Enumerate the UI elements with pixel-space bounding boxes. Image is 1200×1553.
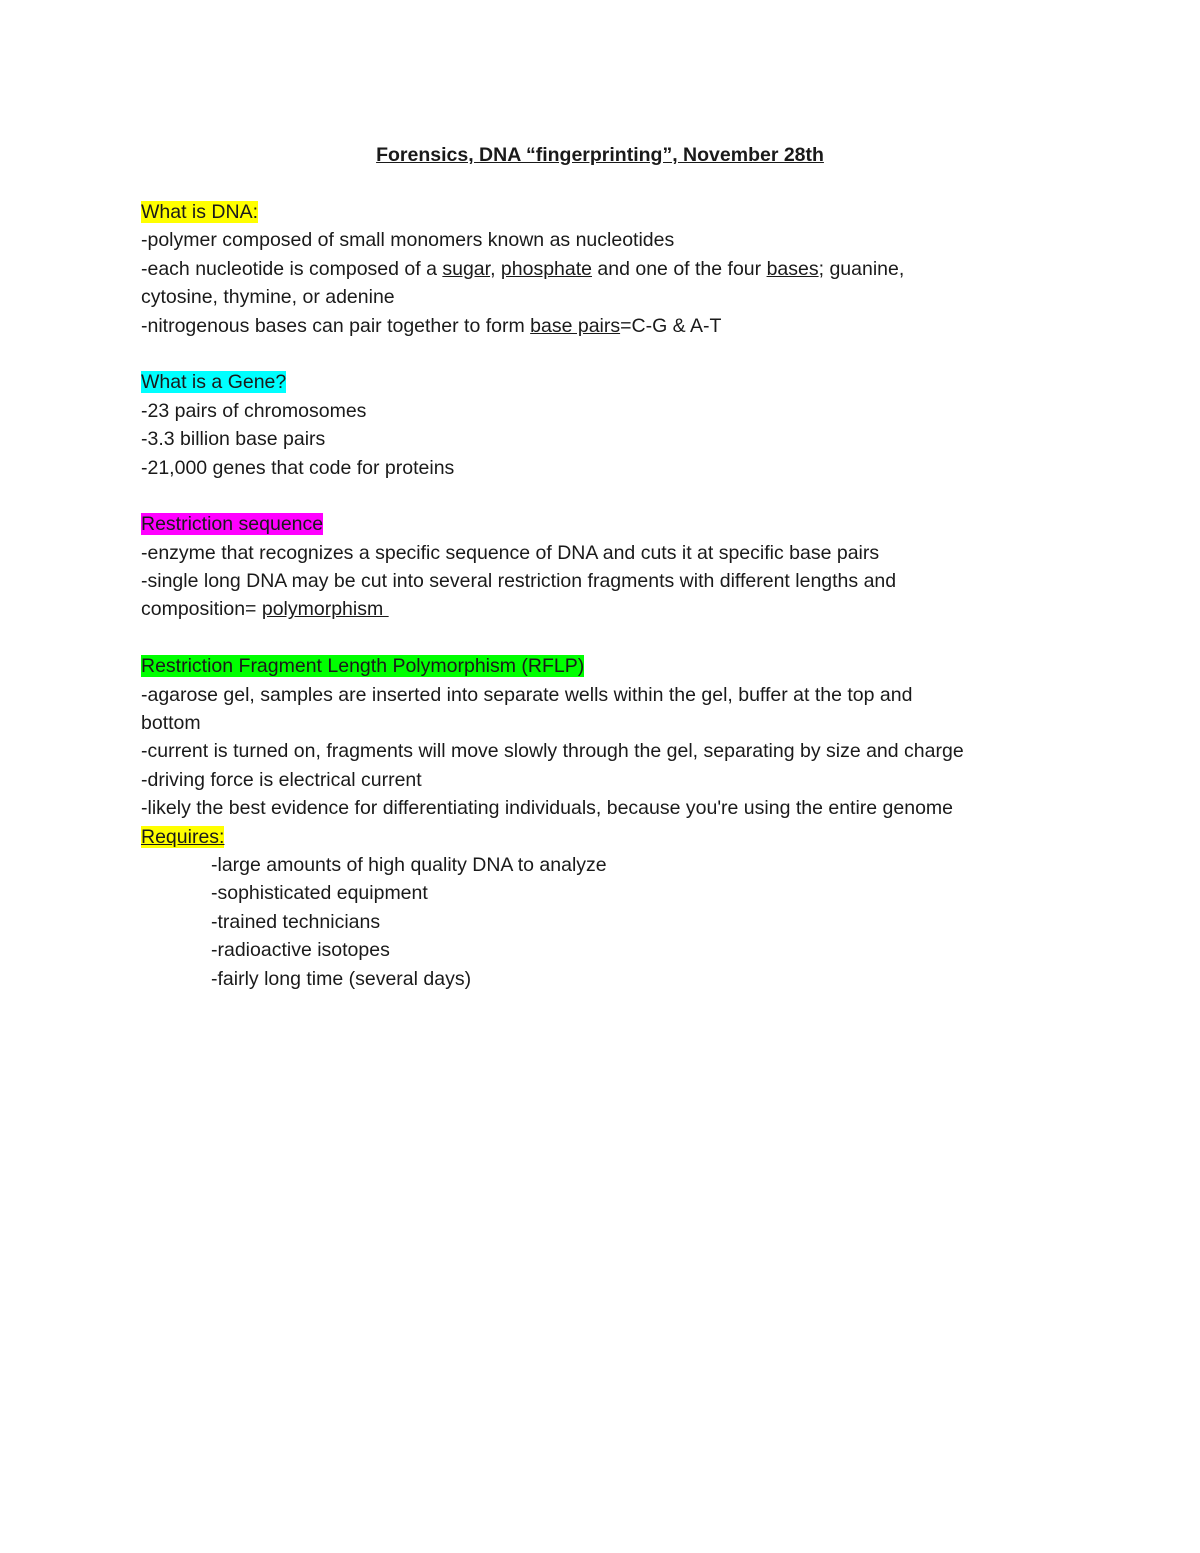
dna-line-2-text-a: -each nucleotide is composed of a — [141, 257, 443, 280]
requires-label-line — [141, 823, 1071, 851]
dna-line-2-comma: , — [490, 257, 501, 280]
requirement-item: -fairly long time (several days) — [211, 967, 472, 990]
gene-line-2: -3.3 billion base pairs — [141, 428, 326, 451]
dna-line-4-text-b: =C-G & A-T — [620, 314, 722, 337]
dna-heading-line — [141, 198, 1071, 226]
dna-line-4 — [141, 312, 1071, 340]
rflp-line-3: -current is turned on, fragments will move slowly through the gel, separating by size and charge — [141, 740, 964, 763]
term-phosphate: phosphate — [500, 257, 592, 280]
spacer — [141, 624, 1071, 652]
dna-line-3: cytosine, thymine, or adenine — [141, 286, 395, 309]
rflp-heading-line — [141, 652, 1071, 680]
restriction-line-3-text: composition= — [141, 598, 262, 621]
dna-line-4-text-a: -nitrogenous bases can pair together to form — [141, 314, 531, 337]
requirement-item: -sophisticated equipment — [211, 882, 428, 905]
term-sugar: sugar — [442, 257, 491, 280]
rflp-heading: Restriction Fragment Length Polymorphism (RFLP) — [141, 655, 585, 678]
restriction-heading-line — [141, 510, 1071, 538]
gene-line-3: -21,000 genes that code for proteins — [141, 456, 455, 479]
dna-line-1: -polymer composed of small monomers known as nucleotides — [141, 229, 675, 252]
gene-heading-line — [141, 368, 1071, 396]
restriction-line-3 — [141, 595, 1071, 623]
dna-line-2 — [141, 255, 1071, 283]
restriction-line-1: -enzyme that recognizes a specific sequence of DNA and cuts it at specific base pairs — [141, 541, 880, 564]
document-body — [141, 198, 1071, 993]
term-polymorphism: polymorphism — [261, 598, 389, 621]
term-base-pairs: base pairs — [530, 314, 621, 337]
gene-line-1: -23 pairs of chromosomes — [141, 399, 367, 422]
requirement-item: -radioactive isotopes — [211, 939, 390, 962]
term-bases: bases — [766, 257, 819, 280]
rflp-line-5: -likely the best evidence for differentiating individuals, because you're using the entire genome — [141, 797, 954, 820]
rflp-line-2: bottom — [141, 712, 201, 735]
gene-heading: What is a Gene? — [141, 371, 287, 394]
rflp-line-4: -driving force is electrical current — [141, 768, 422, 791]
spacer — [141, 482, 1071, 510]
dna-heading: What is DNA: — [141, 201, 259, 223]
rflp-line-1: -agarose gel, samples are inserted into separate wells within the gel, buffer at the top and — [141, 683, 913, 706]
page-title: Forensics, DNA “fingerprinting”, November 28th — [376, 144, 824, 166]
restriction-heading: Restriction sequence — [141, 513, 324, 536]
dna-line-2-text-b: and one of the four — [592, 257, 767, 280]
dna-line-2-text-c: ; guanine, — [818, 257, 905, 280]
requirement-item: -large amounts of high quality DNA to analyze — [211, 853, 607, 876]
requires-label: Requires: — [141, 825, 225, 848]
restriction-line-2: -single long DNA may be cut into several restriction fragments with different lengths and — [141, 570, 897, 593]
spacer — [141, 340, 1071, 368]
requirement-item: -trained technicians — [211, 910, 381, 933]
